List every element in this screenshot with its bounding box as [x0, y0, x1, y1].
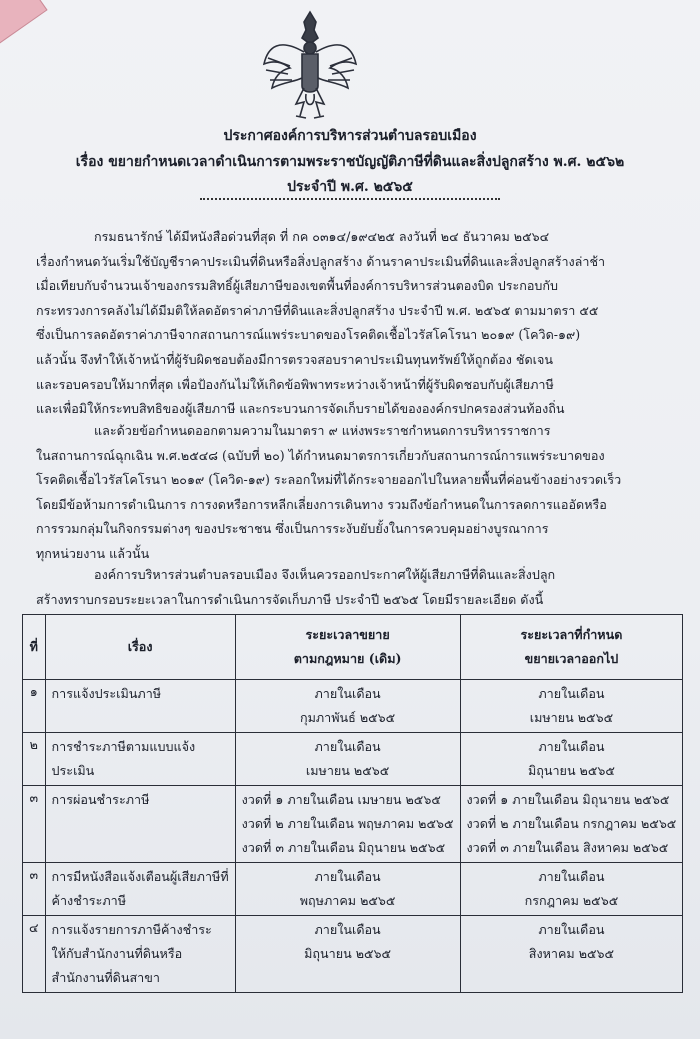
row-subject: [45, 786, 235, 863]
row-original: [235, 863, 460, 916]
row-extended: [460, 680, 683, 733]
header-line: ขยายเวลาออกไป: [524, 651, 619, 666]
paragraph-line: แล้วนั้น จึงทำให้เจ้าหน้าที่ผู้รับผิดชอบต้องมีการตรวจสอบราคาประเมินทุนทรัพย์ให้ถูกต้อง ชัดเจน: [36, 351, 553, 367]
table-row: [23, 916, 683, 993]
garuda-emblem-icon: [260, 8, 360, 126]
header-original-period: [235, 615, 460, 680]
cell-line: สำนักงานที่ดินสาขา: [51, 970, 160, 985]
cell-line: งวดที่ ๒ ภายในเดือน พฤษภาคม ๒๕๖๕: [241, 816, 454, 831]
paragraph-line: โรคติดเชื้อไวรัสโคโรนา ๒๐๑๙ (โควิด-๑๙) ระลอกใหม่ที่ได้กระจายออกไปในหลายพื้นที่ค่อนข้างอย่างรวดเร็ว: [36, 472, 622, 488]
row-subject: [45, 733, 235, 786]
cell-line: งวดที่ ๓ ภายในเดือน สิงหาคม ๒๕๖๕: [466, 840, 669, 855]
paragraph-line: และเพื่อมิให้กระทบสิทธิของผู้เสียภาษี และกระบวนการจัดเก็บรายได้ขององค์กรปกครองส่วนท้องถิ่น: [36, 401, 565, 417]
cell-line: ภายในเดือน: [538, 869, 605, 884]
cell-line: การผ่อนชำระภาษี: [51, 792, 150, 807]
paragraph-1: [36, 225, 664, 422]
paragraph-line: ในสถานการณ์ฉุกเฉิน พ.ศ.๒๕๔๘ (ฉบับที่ ๒๐) ได้กำหนดมาตรการเกี่ยวกับสถานการณ์การแพร่ระบาดของ: [36, 447, 605, 463]
row-subject: [45, 863, 235, 916]
cell-line: งวดที่ ๑ ภายในเดือน เมษายน ๒๕๖๕: [241, 792, 441, 807]
header-line: ตามกฎหมาย (เดิม): [293, 651, 402, 666]
header-subject: เรื่อง: [45, 615, 235, 680]
table-row: [23, 680, 683, 733]
paragraph-line: องค์การบริหารส่วนตำบลรอบเมือง จึงเห็นควรออกประกาศให้ผู้เสียภาษีที่ดินและสิ่งปลูก: [94, 567, 556, 582]
row-original: [235, 786, 460, 863]
row-extended: [460, 863, 683, 916]
cell-line: ภายในเดือน: [314, 922, 381, 937]
header-extended-period: [460, 615, 683, 680]
paragraph-line: ซึ่งเป็นการลดอัตราค่าภาษีจากสถานการณ์แพร่ระบาดของโรคติดเชื้อไวรัสโคโรนา ๒๐๑๙ (โควิด-๑๙): [36, 327, 581, 343]
cell-line: พฤษภาคม ๒๕๖๕: [299, 893, 396, 908]
cell-line: การแจ้งรายการภาษีค้างชำระ: [51, 922, 212, 937]
announcement-title: ประกาศองค์การบริหารส่วนตำบลรอบเมือง: [223, 128, 477, 144]
table-row: [23, 733, 683, 786]
paragraph-3: [36, 563, 664, 612]
cell-line: งวดที่ ๒ ภายในเดือน กรกฎาคม ๒๕๖๕: [466, 816, 677, 831]
table-row: [23, 786, 683, 863]
row-number: ๓: [23, 786, 46, 863]
row-original: [235, 733, 460, 786]
announcement-subject: เรื่อง ขยายกำหนดเวลาดำเนินการตามพระราชบัญญัติภาษีที่ดินและสิ่งปลูกสร้าง พ.ศ. ๒๕๖๒: [75, 154, 625, 170]
cell-line: ให้กับสำนักงานที่ดินหรือ: [51, 946, 183, 961]
cell-line: มิถุนายน ๒๕๖๕: [304, 946, 392, 961]
paragraph-2: [36, 419, 664, 567]
cell-line: การชำระภาษีตามแบบแจ้ง: [51, 739, 196, 754]
paragraph-line: กรมธนารักษ์ ได้มีหนังสือด่วนที่สุด ที่ กค ๐๓๑๔/๑๙๔๒๕ ลงวันที่ ๒๔ ธันวาคม ๒๕๖๔: [94, 229, 550, 244]
row-extended: [460, 916, 683, 993]
row-number: ๓: [23, 863, 46, 916]
cell-line: ค้างชำระภาษี: [51, 893, 127, 908]
paragraph-line: และด้วยข้อกำหนดออกตามความในมาตรา ๙ แห่งพระราชกำหนดการบริหารราชการ: [94, 423, 551, 438]
row-number: ๑: [23, 680, 46, 733]
paragraph-line: กระทรวงการคลังไม่ได้มีมติให้ลดอัตราค่าภาษีที่ดินและสิ่งปลูกสร้าง ประจำปี พ.ศ. ๒๕๖๕ ตามมาตรา ๕๕: [36, 302, 599, 318]
cell-line: ภายในเดือน: [314, 869, 381, 884]
paragraph-line: ทุกหน่วยงาน แล้วนั้น: [36, 545, 150, 561]
cell-line: ภายในเดือน: [538, 922, 605, 937]
cell-line: ประเมิน: [51, 763, 95, 778]
table-row: [23, 863, 683, 916]
announcement-year: ประจำปี พ.ศ. ๒๕๖๕: [287, 179, 413, 195]
row-extended: [460, 786, 683, 863]
paragraph-line: สร้างทราบกรอบระยะเวลาในการดำเนินการจัดเก็บภาษี ประจำปี ๒๕๖๕ โดยมีรายละเอียด ดังนี้: [36, 591, 544, 607]
dotted-divider: [200, 198, 500, 200]
corner-sticky-tab: [0, 0, 48, 46]
cell-line: มิถุนายน ๒๕๖๕: [527, 763, 615, 778]
row-number: ๔: [23, 916, 46, 993]
header-line: ระยะเวลาที่กำหนด: [520, 627, 623, 642]
header-no: ที่: [23, 615, 46, 680]
cell-line: เมษายน ๒๕๖๕: [529, 710, 614, 725]
table-header-row: [23, 615, 683, 680]
paragraph-line: เรื่องกำหนดวันเริ่มใช้บัญชีราคาประเมินที่ดินหรือสิ่งปลูกสร้าง ด้านราคาประเมินที่ดินและสิ่งปลูกสร้างล่าช้า: [36, 253, 606, 269]
schedule-table: [22, 614, 683, 993]
paragraph-line: โดยมีข้อห้ามการดำเนินการ การงดหรือการหลีกเลี่ยงการเดินทาง รวมถึงข้อกำหนดในการลดการแออัดหรือ: [36, 496, 607, 512]
cell-line: กุมภาพันธ์ ๒๕๖๕: [299, 710, 396, 725]
row-subject: [45, 680, 235, 733]
row-subject: [45, 916, 235, 993]
paragraph-line: เมื่อเทียบกับจำนวนเจ้าของกรรมสิทธิ์ผู้เสียภาษีของเขตพื้นที่องค์การบริหารส่วนตองบิด ประกอบกับ: [36, 278, 559, 294]
header-line: ระยะเวลาขยาย: [305, 627, 390, 642]
cell-line: ภายในเดือน: [314, 686, 381, 701]
cell-line: เมษายน ๒๕๖๕: [305, 763, 390, 778]
paragraph-line: และรอบครอบให้มากที่สุด เพื่อป้องกันไม่ให้เกิดข้อพิพาทระหว่างเจ้าหน้าที่ผู้รับผิดชอบกับผู้เสียภาษี: [36, 376, 554, 392]
cell-line: ภายในเดือน: [538, 739, 605, 754]
row-extended: [460, 733, 683, 786]
cell-line: สิงหาคม ๒๕๖๕: [528, 946, 615, 961]
cell-line: ภายในเดือน: [538, 686, 605, 701]
cell-line: ภายในเดือน: [314, 739, 381, 754]
cell-line: การแจ้งประเมินภาษี: [51, 686, 162, 701]
cell-line: งวดที่ ๓ ภายในเดือน มิถุนายน ๒๕๖๕: [241, 840, 446, 855]
cell-line: งวดที่ ๑ ภายในเดือน มิถุนายน ๒๕๖๕: [466, 792, 670, 807]
cell-line: กรกฎาคม ๒๕๖๕: [524, 893, 619, 908]
row-original: [235, 680, 460, 733]
row-original: [235, 916, 460, 993]
cell-line: การมีหนังสือแจ้งเตือนผู้เสียภาษีที่: [51, 869, 229, 884]
paragraph-line: การรวมกลุ่มในกิจกรรมต่างๆ ของประชาชน ซึ่งเป็นการระงับยับยั้งในการควบคุมอย่างบูรณาการ: [36, 521, 549, 537]
row-number: ๒: [23, 733, 46, 786]
